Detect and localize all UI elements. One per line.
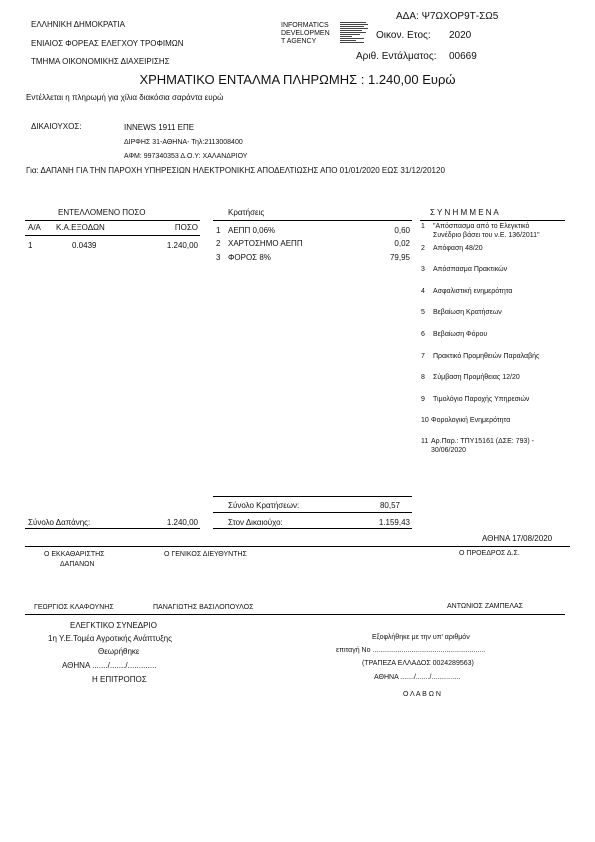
general-director-name: ΠΑΝΑΓΙΩΤΗΣ ΒΑΣΙΛΟΠΟΥΛΟΣ xyxy=(153,604,254,611)
president-name: ΑΝΤΩΝΙΟΣ ΖΑΜΠΕΛΑΣ xyxy=(447,603,523,610)
amount-row-aa: 1 xyxy=(28,241,33,250)
attachment-text: Σύμβαση Προμήθειας 12/20 xyxy=(433,374,520,381)
attachment-text: Τιμολόγιο Παροχής Υπηρεσιών xyxy=(433,396,530,403)
ada-code: ΑΔΑ: Ψ7ΩΧΟΡ9Τ-ΣΩ5 xyxy=(396,11,499,22)
amount-row-code: 0.0439 xyxy=(72,241,97,250)
deduction-3-aa: 3 xyxy=(216,253,221,262)
payment-line-1: Εξοφλήθηκε με την υπ' αριθμόν xyxy=(372,634,470,641)
logo-line-2: DEVELOPMEN xyxy=(281,30,330,37)
audit-place-date: ΑΘΗΝΑ ......./......./............. xyxy=(62,661,157,670)
payment-line-3: (ΤΡΑΠΕΖΑ ΕΛΛΑΔΟΣ 0024289563) xyxy=(362,660,474,667)
total-deductions-value: 80,57 xyxy=(379,501,400,510)
audit-office: 1η Υ.Ε.Τομέα Αγροτικής Ανάπτυξης xyxy=(48,634,172,643)
attachment-number: 1 xyxy=(421,223,425,230)
clearing-officer-role: Ο ΕΚΚΑΘΑΡΙΣΤΗΣ xyxy=(44,551,105,558)
expense-purpose: Για: ΔΑΠΑΝΗ ΓΙΑ ΤΗΝ ΠΑΡΟΧΗ ΥΠΗΡΕΣΙΩΝ ΗΛΕΚΤΡΟΝΙΚΗΣ ΑΠΟΔΕΛΤΙΩΣΗΣ ΑΠΟ 01/01/2020 ΕΩΣ 31/12/20120 xyxy=(26,166,445,175)
attachment-text: Φορολογική Ενημερότητα xyxy=(431,417,511,424)
attachment-number: 4 xyxy=(421,288,425,295)
amount-table-rule-top xyxy=(25,220,200,221)
list-item xyxy=(421,437,534,455)
deductions-rule xyxy=(213,220,412,221)
president-role: Ο ΠΡΟΕΔΡΟΣ Δ.Σ. xyxy=(459,550,520,557)
beneficiary-label: ΔΙΚΑΙΟΥΧΟΣ: xyxy=(31,122,82,131)
amount-col-sum: ΠΟΣΟ xyxy=(174,223,198,232)
attachment-number: 7 xyxy=(421,353,425,360)
list-item xyxy=(421,330,487,339)
list-item xyxy=(421,265,507,274)
attachment-number: 10 xyxy=(421,417,429,424)
expense-rule xyxy=(25,528,200,529)
deductions-title: Κρατήσεις xyxy=(228,208,265,217)
amount-row-sum: 1.240,00 xyxy=(166,241,198,250)
beneficiary-tax-id: ΑΦΜ: 997340353 Δ.Ο.Υ: ΧΑΛΑΝΔΡΙΟΥ xyxy=(124,153,248,160)
list-item xyxy=(421,352,539,361)
deduction-3-label: ΦΟΡΟΣ 8% xyxy=(228,253,271,262)
order-number-label: Αριθ. Εντάλματος: xyxy=(356,51,437,62)
clearing-officer-role-cont: ΔΑΠΑΝΩΝ xyxy=(60,561,95,568)
list-item xyxy=(421,244,483,253)
attachment-number: 5 xyxy=(421,309,425,316)
order-number-value: 00669 xyxy=(449,51,477,62)
list-item xyxy=(421,416,510,425)
payment-line-4: ΑΘΗΝΑ ......./......./............... xyxy=(374,674,461,681)
attachment-text: Απόσπασμα Πρακτικών xyxy=(433,266,508,273)
attachments-rule xyxy=(420,220,565,221)
list-item xyxy=(421,222,540,240)
beneficiary-name: INNEWS 1911 ΕΠΕ xyxy=(124,123,195,132)
attachment-text: "Απόσπασμα από το Ελεγκτικό xyxy=(433,223,530,230)
attachment-text: Πρακτικό Προμηθειών Παραλαβής xyxy=(433,353,540,360)
deduction-1-aa: 1 xyxy=(216,226,221,235)
signature-section-rule xyxy=(25,546,570,547)
list-item xyxy=(421,395,529,404)
logo-line-3: T AGENCY xyxy=(281,38,317,45)
logo-line-1: INFORMATICS xyxy=(281,22,329,29)
attachment-text: Βεβαίωση Φόρου xyxy=(433,331,488,338)
to-beneficiary-label: Στον Δικαιούχο: xyxy=(228,518,283,527)
attachment-text: Ασφαλιστική ενημερότητα xyxy=(433,288,513,295)
beneficiary-rule xyxy=(213,528,412,529)
attachment-text-cont: 30/06/2020 xyxy=(431,447,467,454)
audit-title: ΕΛΕΓΚΤΙΚΟ ΣΥΝΕΔΡΙΟ xyxy=(70,621,157,630)
deduction-1-value: 0,60 xyxy=(394,226,410,235)
attachment-text-cont: Συνέδριο βάσει του ν.Ε. 136/2011" xyxy=(433,232,540,239)
audit-commissioner: Η ΕΠΙΤΡΟΠΟΣ xyxy=(92,675,147,684)
total-deductions-label: Σύνολο Κρατήσεων: xyxy=(228,501,300,510)
attachment-number: 8 xyxy=(421,374,425,381)
deduction-2-value: 0,02 xyxy=(394,239,410,248)
deduction-3-value: 79,95 xyxy=(389,253,410,262)
deduction-1-label: ΑΕΠΠ 0,06% xyxy=(228,226,276,235)
header-line-3: ΤΜΗΜΑ ΟΙΚΟΝΟΜΙΚΗΣ ΔΙΑΧΕΙΡΙΣΗΣ xyxy=(31,57,170,66)
attachment-text: Βεβαίωση Κρατήσεων xyxy=(433,309,502,316)
deduction-2-aa: 2 xyxy=(216,239,221,248)
list-item xyxy=(421,308,502,317)
names-rule xyxy=(25,614,565,615)
fiscal-year-value: 2020 xyxy=(449,30,472,41)
amount-col-code: Κ.Α.ΕΞΟΔΩΝ xyxy=(56,223,105,232)
attachment-number: 11 xyxy=(421,438,429,445)
amount-table-rule-header xyxy=(25,235,200,236)
list-item xyxy=(421,373,520,382)
deduction-2-label: ΧΑΡΤΟΣΗΜΟ ΑΕΠΠ xyxy=(228,239,303,248)
attachment-number: 9 xyxy=(421,396,425,403)
date-place: ΑΘΗΝΑ 17/08/2020 xyxy=(482,534,553,543)
clearing-officer-name: ΓΕΩΡΓΙΟΣ ΚΛΑΦΟΥΝΗΣ xyxy=(34,604,114,611)
fiscal-year-label: Οικον. Ετος: xyxy=(376,30,431,41)
beneficiary-address: ΔΙΡΦΗΣ 31-ΑΘΗΝΑ- Τηλ:2113008400 xyxy=(124,139,243,146)
agency-logo xyxy=(281,22,330,46)
total-expense-label: Σύνολο Δαπάνης: xyxy=(28,518,91,527)
list-item xyxy=(421,287,512,296)
payment-line-2: επιταγή Νο .......................................................... xyxy=(336,647,486,654)
attachment-number: 6 xyxy=(421,331,425,338)
attachment-number: 3 xyxy=(421,266,425,273)
amount-col-aa: Α/Α xyxy=(28,223,41,232)
total-expense-value: 1.240,00 xyxy=(166,518,198,527)
attachment-text: Απόφαση 48/20 xyxy=(433,245,483,252)
logo-fine-print xyxy=(340,21,370,44)
audit-approved: Θεωρήθηκε xyxy=(98,647,140,656)
payment-receiver: Ο Λ Α Β Ω Ν xyxy=(403,691,441,698)
attachment-number: 2 xyxy=(421,245,425,252)
amount-table-title: ΕΝΤΕΛΛΟΜΕΝΟ ΠΟΣΟ xyxy=(58,208,146,217)
document-title: ΧΡΗΜΑΤΙΚΟ ΕΝΤΑΛΜΑ ΠΛΗΡΩΜΗΣ : 1.240,00 Ευρώ xyxy=(139,72,456,87)
totals-rule-top xyxy=(213,496,412,497)
header-line-2: ΕΝΙΑΙΟΣ ΦΟΡΕΑΣ ΕΛΕΓΧΟΥ ΤΡΟΦΙΜΩΝ xyxy=(31,39,184,48)
to-beneficiary-value: 1.159,43 xyxy=(378,518,410,527)
header-line-1: ΕΛΛΗΝΙΚΗ ΔΗΜΟΚΡΑΤΙΑ xyxy=(31,20,125,29)
document-subtitle: Εντέλλεται η πληρωμή για χίλια διακόσια σαράντα ευρώ xyxy=(26,93,224,102)
attachment-text: Αρ.Παρ.: ΤΠΥ15161 (ΔΣΕ: 793) - xyxy=(431,438,534,445)
totals-rule-mid xyxy=(213,512,412,513)
general-director-role: Ο ΓΕΝΙΚΟΣ ΔΙΕΥΘΥΝΤΗΣ xyxy=(164,551,247,558)
attachments-title: Σ Υ Ν Η Μ Μ Ε Ν Α xyxy=(430,208,499,217)
